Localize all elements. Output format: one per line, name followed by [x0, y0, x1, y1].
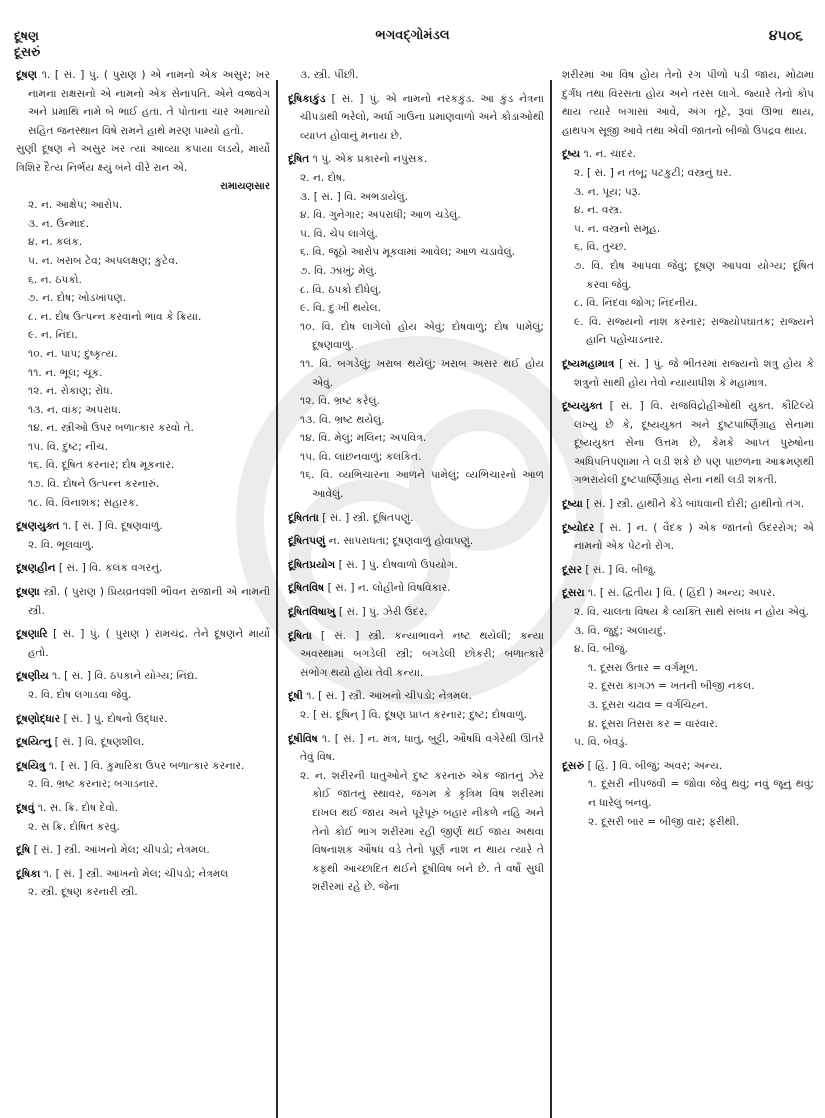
sense: ૭. ન. દોષ; ખોડખાંપણ.: [28, 292, 127, 305]
headword: દૂષણીય: [16, 670, 49, 683]
sense: ૫. ન. વસ્ત્રનો સમૂહ.: [574, 222, 661, 235]
entry-dushikakund: [288, 90, 544, 146]
definition: ૧. [ સં. ] ન. મંત્ર, ધાતુ, બુટ્ટી, ઔષધિ વગેરેથી ઊતરે તેવું વિષ.: [300, 732, 545, 764]
running-head: [0, 28, 825, 59]
definition: ૧. [ સં. ] પું. ( પુરાણ ) એ નામનો એક અસુર; ખર નામના રાક્ષસનો એ નામનો એક સેનાપતિ. એને વજ્રવેગ અને પ્રમાથિ નામે બે ભાઈ હતા. તે પોતાના ચાર અમાત્યો સહિત જનસ્થાન વિષે રામને હાથે મરણ પામ્યો હતો.: [28, 69, 270, 137]
headword: દૂષી: [288, 690, 303, 703]
sense: ૨. સ ક્રિ. દોષિત કરવું.: [28, 820, 120, 833]
sense: ૧૮. વિ. વિનાશક; સંહારક.: [28, 496, 139, 509]
column-1: [16, 66, 270, 1114]
sense: ૧૬. વિ. વ્યભિચારના આળને પામેલું; વ્યભિચારનો આળ આવેલું.: [300, 469, 544, 501]
sense: ૨. ન. દોષ.: [300, 171, 346, 184]
sense: ૨. સ્ત્રી. દૂષણ કરનારી સ્ત્રી.: [28, 886, 138, 899]
entry-dushanhin: [16, 559, 270, 578]
headword: દૂષિ: [16, 844, 31, 857]
sense: ૯. ન. નિંદા.: [28, 329, 78, 342]
definition: [ સં. ] વિ. બીજું.: [585, 563, 657, 576]
headword: દૂષ્યા: [562, 498, 583, 511]
column-2: [284, 66, 544, 1114]
definition: ૧. સ. ક્રિ. દોષ દેવો.: [37, 801, 119, 814]
headword: દૂષ્યમહામાત્ર: [562, 357, 615, 370]
entry-dushavu: [16, 799, 270, 836]
sense: ૫. વિ. ચેપ લાગેલું.: [300, 227, 378, 240]
sense: ૪. વિ. બીજું.: [574, 643, 628, 656]
phrase: ૨. દૂસરી બાર = બીજી વાર; ફરીથી.: [588, 815, 740, 828]
entry-dushayitru: [16, 757, 270, 794]
page-number: ૪૫૦૬: [768, 28, 803, 44]
entry-dushana: [16, 583, 270, 620]
sense: ૪. ન. કલંક.: [28, 236, 83, 249]
sense: ૧૧. ન. ભૂલ; ચૂક.: [28, 366, 103, 379]
headword: દૂષિતવિષ: [288, 582, 325, 595]
entry-dushyamahamatra: [562, 355, 814, 392]
entry-dushivish: [288, 730, 544, 897]
headword: દૂષિતપ્રયોગ: [288, 558, 336, 571]
sense: ૧૬. વિ. દૂષિત કરનાર; દોષ મૂકનાર.: [28, 459, 175, 472]
entry-dushya: [562, 145, 814, 350]
headword: દૂષ્ય: [562, 148, 581, 161]
definition: ૧. [ સં. ] વિ. ઠપકાને યોગ્ય; નિંદ્ય.: [52, 670, 198, 683]
definition: [ સં. ] સ્ત્રી. આંખનો મેલ; ચીપડો; નેત્રમલ.: [33, 844, 210, 857]
headword: દૂષિતા: [288, 629, 312, 642]
definition: [ હિં. ] વિ. બીજું; અવર; અન્ય.: [587, 759, 723, 772]
headword: દૂસરા: [562, 587, 585, 600]
headword: દૂષણોદ્ધાર: [16, 712, 61, 725]
entry-dushanoddhar: [16, 710, 270, 729]
sense: ૨. વિ. દોષ લગાડવા જેવું.: [28, 689, 132, 701]
sense: ૨. [ સં. ] ન તંબૂ; પટકુટી; વસ્ત્રનું ઘર.: [574, 166, 732, 179]
sense: ૧૪. ન. સ્ત્રીઓ ઉપર બળાત્કાર કરવો તે.: [28, 422, 194, 435]
entry-dushaniya: [16, 667, 270, 704]
sense: ૮. વિ. નિંદવા જોગ; નિંદનીય.: [574, 297, 698, 310]
definition: [ સં. ] પું. ઝેરી ઉંદર.: [338, 606, 428, 619]
sense: ૨. વિ. ભ્રષ્ટ કરનાર; બગાડનાર.: [28, 778, 159, 791]
headword: દૂસરું: [562, 759, 585, 772]
sense: ૫. ન. ખરાબ ટેવ; અપલક્ષણ; કુટેવ.: [28, 254, 179, 267]
quotation: સુણી દૂષણ ને અસુર ખર ત્યાં આવ્યા કપાયા લડયે, માર્યો ત્રિશિર દૈત્ય નિર્ભય ક્ષ્યું બંને વીરે રાન એ.: [16, 143, 270, 174]
headword: દૂષીવિષ: [288, 732, 318, 745]
definition: [ સં. ] સ્ત્રી. હાથીને કેડે બાંધવાની દોરી; હાથીનો તંગ.: [586, 498, 805, 511]
sense: ૬. વિ. જૂઠો આરોપ મૂકવામાં આવેલ; આળ ચડાવેલું.: [300, 246, 516, 259]
entry-dushi: [16, 841, 270, 860]
sense: ૧૭. વિ. દોષને ઉત્પન્ન કરનારું.: [28, 478, 160, 491]
definition: [ સં. ] પું. ( પુરાણ ) રામચંદ્ર. તેને દૂષણને માર્યો હતો.: [28, 628, 271, 659]
headword: દૂષિકા: [16, 867, 41, 880]
phrase: ૪. દૂસરા તિસરા કર = વારંવાર.: [588, 717, 718, 730]
definition: ૧ પું. એક પ્રકારનો નપુંસક.: [312, 153, 428, 166]
sense: ૧૨. વિ. ભ્રષ્ટ કરેલું.: [300, 395, 380, 408]
entry-dushika: [16, 865, 270, 902]
entry-dushyayukt: [562, 397, 814, 490]
dictionary-columns: [0, 66, 825, 1116]
definition: [ સં. ] પું. એ નામનો નરકકુંડ. આ કુંડ નેત્રના ચીપડાથી ભરેલો, અર્ધા ગાઉના પ્રમાણવાળો અને કોડાઓથી વ્યાપ્ત હોવાનું મનાય છે.: [300, 92, 545, 142]
entry-dushan: [16, 66, 270, 512]
sense: ૭. વિ. ઝાંખું; મેલું.: [300, 264, 378, 277]
headword: દૂષણારિ: [16, 628, 48, 641]
sense: ૧૫. વિ. લાંછનવાળું; કલંકિત.: [300, 450, 422, 463]
headword: દૂષણા: [16, 586, 40, 599]
sense: ૧૩. વિ. ભ્રષ્ટ થયેલું.: [300, 413, 385, 426]
sense: ૪. ન. વસ્ત્ર.: [574, 204, 623, 217]
sense: ૧૫. વિ. દુષ્ટ; નીચ.: [28, 440, 109, 453]
entry-dushitprayog: [288, 556, 544, 575]
headword: દૂષિત: [288, 153, 310, 166]
column-3: [558, 66, 814, 1114]
sense: ૭. વિ. દોષ આપવા જેવું; દૂષણ આપવા યોગ્ય; દૂષિત કરવા જેવું.: [574, 259, 814, 291]
entry-dushitvishakhu: [288, 603, 544, 622]
sense: ૬. વિ. તુચ્છ.: [574, 241, 627, 254]
headword: દૂષણ: [16, 69, 38, 81]
phrase: ૨. દૂસરા કાગઝ = ખતની બીજી નકલ.: [588, 680, 755, 693]
column-divider: [550, 80, 552, 1118]
entry-dushitata: [288, 509, 544, 528]
continuation-text: શરીરમાં આ વિષ હોય તેનો રંગ પીળો પડી જાય, મોઢામાં દુર્ગંધ તથા વિરસતા હોય અને તરસ લાગે. જ્યારે તેનો કોપ થાય ત્યારે બગાસાં આવે, અંગ તૂટે, રૂવાં ઊભાં થાય, હાથપગ સૂજી આવે તથા એવી જાતનો બીજો ઉપદ્રવ થાય.: [562, 69, 814, 137]
headword: દૂષિતવિષાખુ: [288, 606, 336, 619]
guide-word-last: દૂસરું: [14, 44, 41, 59]
sense: ૨. ન. શરીરની ધાતુઓને દુષ્ટ કરનારું એક જાતનું ઝેર કોઈ જાતનું સ્થાવર, જંગમ કે કૃત્રિમ વિષ શરીરમાં દાખલ થઈ જાય અને પૂરેપૂરું બહાર નીકળે નહિ અને તેનો કોઈ ભાગ શરીરમાં રહી જીર્ણ થઈ જાય અથવા વિષનાશક ઔષધ વડે તેનો પૂર્ણ નાશ ન થાય ત્યારે તે કફથી આચ્છાદિત થઈને દૂષીવિષ બને છે. તે વર્ષો સુધી શરીરમાં રહે છે. જેના: [300, 769, 544, 894]
entry-dushitvish: [288, 579, 544, 598]
sense: ૫. વિ. બેવડું.: [574, 736, 628, 749]
column-divider: [276, 80, 278, 1118]
headword: દૂષયિત્રુ: [16, 759, 46, 772]
definition: [ સં. ] વિ. કલંક વગરનું.: [58, 562, 163, 575]
headword: દૂસર: [562, 563, 582, 576]
sense: ૯. વિ. દુઃખી થયેલ.: [300, 302, 381, 315]
headword: દૂષવું: [16, 801, 35, 814]
headword: દૂષ્યોદર: [562, 521, 595, 534]
sense: ૨. વિ. ભૂલવાળું.: [28, 538, 94, 551]
definition: [ સં. ] વિ. રાજવિદ્રોહીઓથી યુક્ત. કૌટિલ્યે લખ્યું છે કે, દૂષ્યયુક્ત અને દુષ્ટપાર્ષ્ણિગ્રાહ સેનામાં દૂષ્યયુક્ત સેના ઉત્તમ છે, કેમકે આપ્ત પુરુષોના અધિપતિપણામાં તે લડી શકે છે પણ પાછળના આક્રમણથી ગભરાયેલી દુષ્ટપાર્ષ્ણિગ્રાહ સેના નથી લડી શકતી.: [574, 400, 814, 487]
definition: [ સં. ] સ્ત્રી. કન્યાભાવને નષ્ટ થયેલી; કન્યા અવસ્થામાં બગડેલી સ્ત્રી; બગડેલી છોકરી; બળાત્કારે સંભોગ થયો હોય તેવી કન્યા.: [300, 629, 544, 679]
headword: દૂષિતપણું: [288, 535, 326, 548]
phrase: ૩. દૂસરા ચઢાવ = વર્ગચિહ્ન.: [588, 699, 708, 711]
book-title: ભગવદ્ગોમંડલ: [375, 28, 450, 43]
sense: ૧૩. ન. વાંક; અપરાધ.: [28, 403, 122, 416]
headword: દૂષયિત્નુ: [16, 736, 52, 749]
definition: સ્ત્રી. ( પુરાણ ) પ્રિયવ્રતવંશી ભૌવન રાજાની એ નામની સ્ત્રી.: [28, 586, 270, 617]
definition: [ સં. ] સ્ત્રી. દૂષિતપણું.: [322, 511, 414, 524]
sense: ૧૦. વિ. દોષ લાગેલો હોય એવું; દોષવાળું; દોષ પામેલું; દૂષણવાળું.: [300, 320, 544, 352]
entry-dushya-2: [562, 495, 814, 514]
headword: દૂષણહીન: [16, 562, 56, 575]
sense: ૪. વિ. ગુનેગાર; અપરાધી; આળ ચડેલું.: [300, 209, 461, 222]
entry-dushanyukt: [16, 517, 270, 554]
sense: ૮. ન. દોષ ઉત્પન્ન કરવાનો ભાવ કે ક્રિયા.: [28, 310, 202, 323]
entry-dusar: [562, 561, 814, 580]
sense: ૩. [ સં. ] વિ. અભડાયેલું.: [300, 190, 408, 203]
entry-dushivish-continued: [562, 66, 814, 140]
headword: દૂષિકાકુંડ: [288, 92, 326, 105]
entry-dushi-2: [288, 687, 544, 724]
sense: ૧૦. ન. પાપ; દુષ્કૃત્ય.: [28, 347, 118, 360]
definition: ન. સાપરાધતા; દૂષણવાળું હોવાપણું.: [328, 535, 474, 548]
definition: [ સં. ] વિ. દૂષણશીલ.: [54, 736, 145, 749]
sense: ૧૪. વિ. મેલું; મલિન; અપવિત્ર.: [300, 432, 427, 445]
definition: [ સં. ] ન. ( વૈદક ) એક જાતનો ઉદરરોગ; એ નામનો એક પેટનો રોગ.: [574, 521, 814, 553]
headword: દૂષ્યયુક્ત: [562, 400, 603, 413]
definition: ૧. [ સં. ] વિ. કુમારિકા ઉપર બળાત્કાર કરનાર.: [48, 759, 245, 772]
guide-word-first: દૂષણ: [14, 28, 39, 43]
sense: ૩. સ્ત્રી. પીંછી.: [300, 69, 359, 81]
sense: ૩. વિ. જુદું; અલાયદું.: [574, 624, 667, 637]
definition: ૧. ન. ચાદર.: [583, 148, 636, 161]
sense: ૨. ન. આક્ષેપ; આરોપ.: [28, 199, 123, 212]
phrase: ૧. દૂસરા ઉતાર = વર્ગમૂળ.: [588, 661, 699, 674]
definition: [ સં. ] ન. લોહીનો વિષવિકાર.: [327, 582, 451, 595]
definition: ૧. [ સં. દ્વિતીય ] વિ. ( હિંદી ) અન્ય; અપર.: [587, 587, 776, 600]
definition: ૧. [ સં. ] સ્ત્રી. આંખનો ચીપડો; નેત્રમલ.: [306, 690, 472, 703]
entry-dushita: [288, 627, 544, 683]
sense: ૧૨. ન. રોકાણ; રોધ.: [28, 385, 113, 398]
entry-dushika-continued: [288, 66, 544, 85]
definition: ૧. [ સં. ] સ્ત્રી. આંખનો મેલ; ચીપડો; નેત્રમલ: [43, 867, 229, 880]
entry-dushitpanu: [288, 532, 544, 551]
sense: ૬. ન. ઠપકો.: [28, 273, 82, 286]
sense: ૮. વિ. ઠપકો દીધેલું.: [300, 283, 382, 296]
entry-dushanari: [16, 625, 270, 662]
sense: ૩. ન. પૂય; પરૂ.: [574, 185, 641, 198]
sense: ૨. વિ. ચાલતા વિષય કે વ્યક્તિ સાથે સંબંધ ન હોય એવું.: [574, 606, 809, 619]
definition: [ સં. ] પું. જે ભીતરમાં રાજ્યનો શત્રુ હોય કે શત્રુનો સાથી હોય તેવો ન્યાયાધીશ કે મહામાત્ર.: [574, 357, 814, 389]
entry-dushyodar: [562, 519, 814, 556]
sense: ૧૧. વિ. બગડેલું; ખરાબ થયેલું; ખરાબ અસર થઈ હોય એવું.: [300, 357, 544, 389]
phrase: ૧. દૂસરી નીપજવી = જોવા જેવું થવું; નવું જૂનું થવું; ન ધારેલું બનવું.: [588, 778, 814, 809]
headword: દૂષણયુક્ત: [16, 520, 60, 533]
definition: ૧. [ સં. ] વિ. દૂષણવાળું.: [62, 520, 163, 533]
definition: [ સં. ] પું. દોષનો ઉદ્ધાર.: [63, 712, 168, 725]
sense: ૨. [ સં. દૂષિન્ ] વિ. દૂષણ પ્રાપ્ત કરનાર; દુષ્ટ; દોષવાળું.: [300, 709, 528, 721]
entry-dusaru: [562, 757, 814, 831]
definition: [ સં. ] પું. દોષવાળો ઉપયોગ.: [338, 558, 458, 571]
headword: દૂષિતતા: [288, 511, 319, 524]
sense: ૩. ન. ઉન્માદ.: [28, 217, 90, 230]
entry-dushit: [288, 150, 544, 503]
sense: ૯. વિ. રાજ્યનો નાશ કરનાર; રાજ્યોપઘાતક; રાજ્યને હાનિ પહોંચાડનાર.: [574, 315, 814, 347]
citation: રામાયણસાર: [220, 180, 270, 192]
entry-dushayitnu: [16, 733, 270, 752]
entry-dusara: [562, 584, 814, 751]
